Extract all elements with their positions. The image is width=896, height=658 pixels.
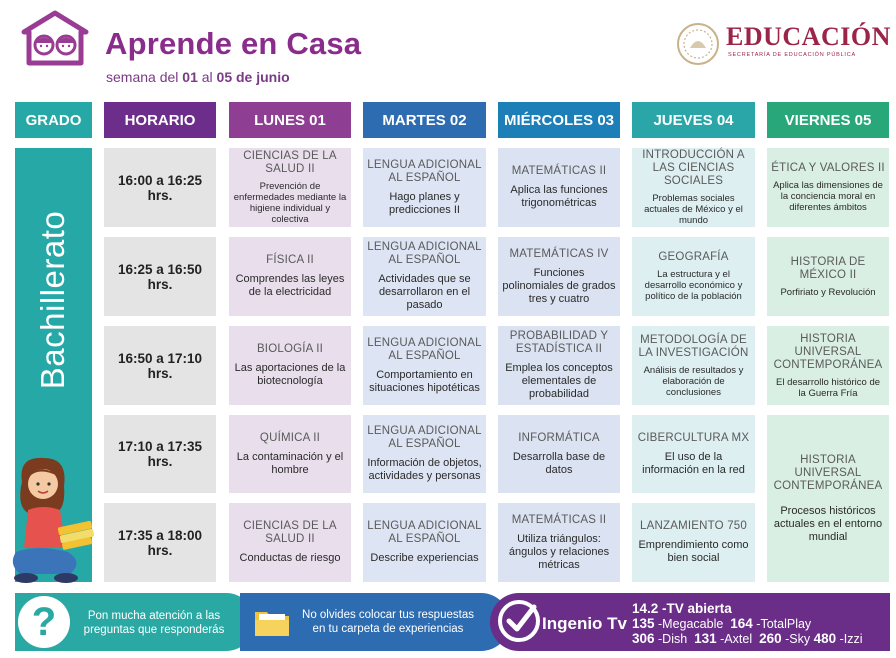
- schedule-cell: [363, 148, 486, 227]
- footer-tip-1: Pon mucha atención a las preguntas que responderás: [83, 610, 225, 636]
- house-logo-icon: [20, 10, 90, 66]
- schedule-cell: [229, 237, 351, 316]
- subject-name: LENGUA ADICIONAL AL ESPAÑOL: [367, 241, 482, 266]
- topic-text: Problemas sociales actuales de México y el mundo: [644, 193, 743, 226]
- tv-channel-line-1: 14.2 -TV abierta: [632, 601, 732, 616]
- time-slot: 16:25 a 16:50 hrs.: [104, 237, 216, 316]
- education-brand-sub: SECRETARÍA DE EDUCACIÓN PÚBLICA: [728, 52, 856, 58]
- ingenio-tv-label: Ingenio Tv: [542, 614, 627, 633]
- topic-text: Las aportaciones de la biotecnología: [234, 362, 346, 387]
- topic-text: Conductas de riesgo: [239, 552, 341, 564]
- header-martes: MARTES 02: [363, 102, 486, 138]
- national-seal-icon: [676, 22, 720, 66]
- topic-text: Comportamiento en situaciones hipotéticas: [369, 368, 480, 394]
- topic-text: Comprendes las leyes de la electricidad: [235, 273, 345, 298]
- schedule-cell: [363, 415, 486, 493]
- page-title: Aprende en Casa: [105, 26, 362, 61]
- subject-name: LENGUA ADICIONAL AL ESPAÑOL: [367, 425, 482, 450]
- subject-name: MATEMÁTICAS IV: [509, 247, 609, 260]
- subject-name: LENGUA ADICIONAL AL ESPAÑOL: [367, 336, 482, 362]
- topic-text: Aplica las dimensiones de la conciencia moral en diferentes ámbitos: [773, 180, 883, 213]
- subject-name: PROBABILIDAD Y ESTADÍSTICA II: [509, 330, 609, 355]
- schedule-cell: [498, 326, 620, 405]
- schedule-cell: [632, 503, 755, 582]
- topic-text: El desarrollo histórico de la Guerra Fría: [775, 376, 881, 399]
- time-slot: 16:00 a 16:25 hrs.: [104, 148, 216, 227]
- schedule-cell: [363, 237, 486, 316]
- subject-name: MATEMÁTICAS II: [511, 513, 607, 526]
- grade-label: Bachillerato: [34, 210, 71, 390]
- schedule-cell: [767, 148, 889, 227]
- subject-name: GEOGRAFÍA: [658, 251, 729, 263]
- topic-text: Desarrolla base de datos: [512, 450, 606, 476]
- subject-name: ÉTICA Y VALORES II: [771, 162, 885, 174]
- subject-name: LANZAMIENTO 750: [640, 520, 747, 532]
- question-mark-icon: ?: [18, 596, 70, 648]
- schedule-cell: [632, 415, 755, 493]
- subject-name: LENGUA ADICIONAL AL ESPAÑOL: [367, 158, 482, 184]
- schedule-cell: [767, 237, 889, 316]
- schedule-cell: [498, 148, 620, 227]
- subject-name: LENGUA ADICIONAL AL ESPAÑOL: [367, 520, 482, 545]
- tv-channel-line-2: 135 -Megacable 164 -TotalPlay: [632, 616, 812, 631]
- schedule-cell: [767, 326, 889, 405]
- time-slot: 16:50 a 17:10 hrs.: [104, 326, 216, 405]
- schedule-cell-merged: [767, 415, 889, 582]
- subject-name: HISTORIA UNIVERSAL CONTEMPORÁNEA: [773, 332, 883, 371]
- topic-text: Funciones polinomiales de grados tres y cuatro: [502, 266, 616, 305]
- education-brand: EDUCACIÓN: [726, 22, 891, 51]
- header-jueves: JUEVES 04: [632, 102, 755, 138]
- topic-text: Prevención de enfermedades mediante la higiene individual y colectiva: [233, 181, 347, 225]
- subject-name: BIOLOGÍA II: [256, 343, 324, 355]
- time-slot: 17:35 a 18:00 hrs.: [104, 503, 216, 582]
- subject-name: QUÍMICA II: [259, 431, 321, 444]
- student-girl-illustration: [8, 452, 100, 588]
- subject-name: CIENCIAS DE LA SALUD II: [243, 150, 337, 175]
- header-lunes: LUNES 01: [229, 102, 351, 138]
- topic-text: Hago planes y predicciones II: [389, 190, 460, 216]
- topic-text: Utiliza triángulos: ángulos y relaciones métricas: [508, 532, 610, 571]
- header-grado: GRADO: [15, 102, 92, 138]
- header-viernes: VIERNES 05: [767, 102, 889, 138]
- schedule-cell: [498, 237, 620, 316]
- subject-name: HISTORIA DE MÉXICO II: [790, 255, 866, 281]
- topic-text: Porfiriato y Revolución: [780, 286, 876, 298]
- page-subtitle: semana del 01 al 05 de junio: [106, 69, 290, 85]
- check-circle-icon: [496, 598, 542, 644]
- header-miercoles: MIÉRCOLES 03: [498, 102, 620, 138]
- schedule-cell: [229, 148, 351, 227]
- topic-text: Describe experiencias: [370, 552, 479, 564]
- topic-text: Análisis de resultados y elaboración de conclusiones: [643, 364, 744, 398]
- footer-tip-2: No olvides colocar tus respuestas en tu carpeta de experiencias: [302, 609, 474, 635]
- topic-text: Emprendimiento como bien social: [638, 539, 749, 564]
- schedule-cell: [498, 415, 620, 493]
- schedule-cell: [229, 326, 351, 405]
- subject-name: CIBERCULTURA MX: [637, 431, 750, 444]
- topic-text: Actividades que se desarrollaron en el pasado: [378, 273, 471, 311]
- topic-text: Procesos históricos actuales en el entorno mundial: [773, 504, 883, 543]
- subject-name: METODOLOGÍA DE LA INVESTIGACIÓN: [638, 333, 749, 359]
- topic-text: La contaminación y el hombre: [236, 450, 344, 476]
- topic-text: Aplica las funciones trigonométricas: [510, 184, 608, 209]
- tv-channel-line-3: 306 -Dish 131 -Axtel 260 -Sky 480 -Izzi: [632, 631, 863, 646]
- subject-name: CIENCIAS DE LA SALUD II: [243, 520, 337, 545]
- header-horario: HORARIO: [104, 102, 216, 138]
- subject-name: INTRODUCCIÓN A LAS CIENCIAS SOCIALES: [642, 149, 745, 187]
- schedule-cell: [363, 503, 486, 582]
- subject-name: FÍSICA II: [266, 254, 314, 266]
- schedule-cell: [632, 326, 755, 405]
- schedule-cell: [229, 415, 351, 493]
- schedule-cell: [498, 503, 620, 582]
- schedule-cell: [632, 148, 755, 227]
- subject-name: MATEMÁTICAS II: [511, 165, 607, 177]
- schedule-cell: [632, 237, 755, 316]
- topic-text: La estructura y el desarrollo económico y político de la población: [644, 269, 743, 302]
- time-slot: 17:10 a 17:35 hrs.: [104, 415, 216, 493]
- subject-name: INFORMÁTICA: [518, 431, 600, 444]
- folder-icon: [252, 602, 292, 642]
- topic-text: El uso de la información en la red: [642, 450, 745, 476]
- schedule-cell: [229, 503, 351, 582]
- topic-text: Información de objetos, actividades y personas: [367, 457, 482, 482]
- schedule-cell: [363, 326, 486, 405]
- topic-text: Emplea los conceptos elementales de probabilidad: [505, 362, 613, 400]
- subject-name: HISTORIA UNIVERSAL CONTEMPORÁNEA: [773, 453, 883, 492]
